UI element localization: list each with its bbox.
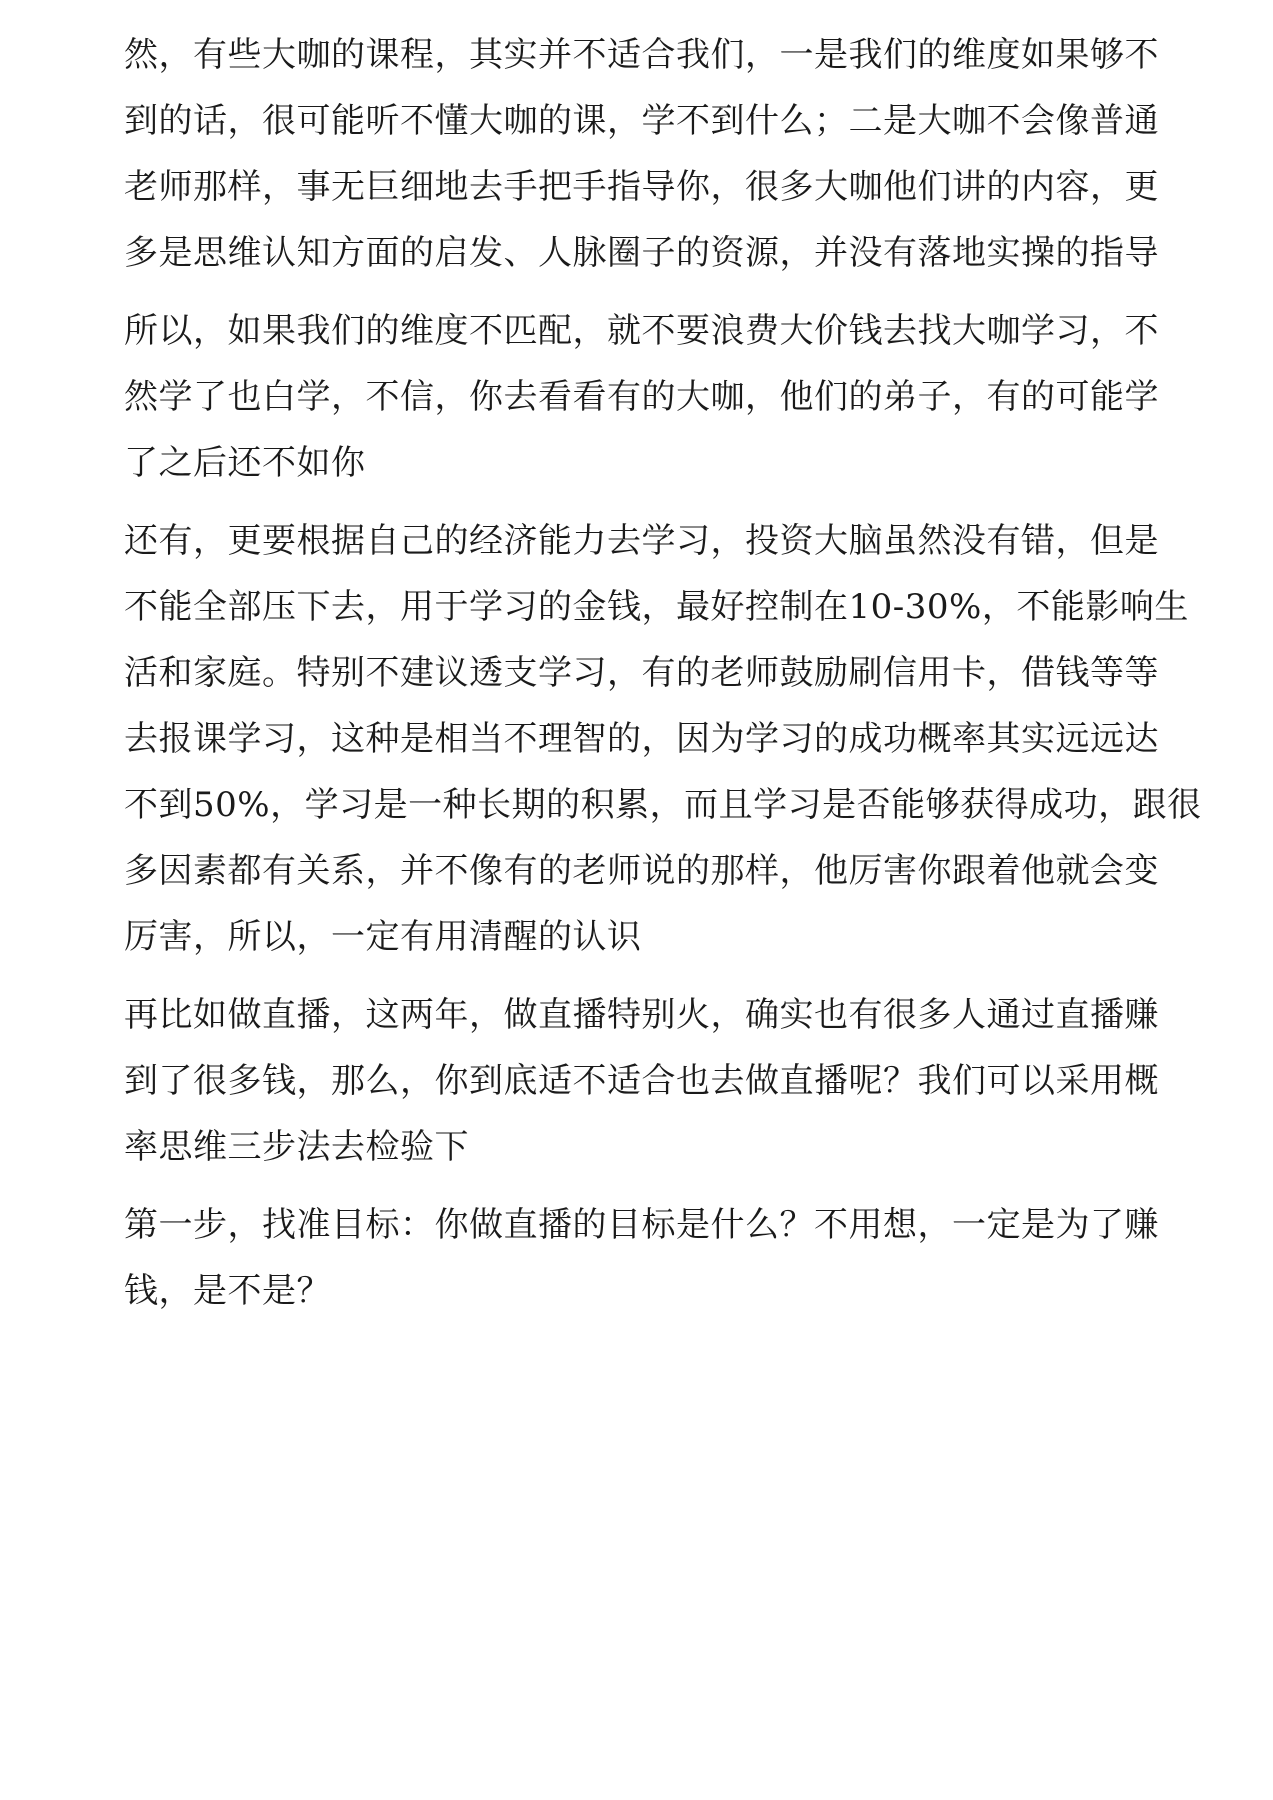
- text-line: 然学了也白学，不信，你去看看有的大咖，他们的弟子，有的可能学: [124, 377, 1159, 417]
- text-line: 活和家庭。特别不建议透支学习，有的老师鼓励刷信用卡，借钱等等: [124, 653, 1159, 693]
- text-line: 不能全部压下去，用于学习的金钱，最好控制在10-30%，不能影响生: [124, 587, 1189, 627]
- text-line: 多因素都有关系，并不像有的老师说的那样，他厉害你跟着他就会变: [124, 851, 1159, 891]
- document-body: [124, 22, 1202, 1336]
- text-line: 率思维三步法去检验下: [124, 1127, 469, 1167]
- text-line: 然，有些大咖的课程，其实并不适合我们，一是我们的维度如果够不: [124, 35, 1159, 75]
- paragraph: [124, 298, 1159, 496]
- text-line: 去报课学习，这种是相当不理智的，因为学习的成功概率其实远远达: [124, 719, 1159, 759]
- text-line: 钱，是不是？: [124, 1271, 331, 1311]
- text-line: 再比如做直播，这两年，做直播特别火，确实也有很多人通过直播赚: [124, 995, 1159, 1035]
- text-line: 还有，更要根据自己的经济能力去学习，投资大脑虽然没有错，但是: [124, 521, 1159, 561]
- text-line: 所以，如果我们的维度不匹配，就不要浪费大价钱去找大咖学习，不: [124, 311, 1159, 351]
- text-line: 厉害，所以，一定有用清醒的认识: [124, 917, 642, 957]
- text-line: 第一步，找准目标：你做直播的目标是什么？不用想，一定是为了赚: [124, 1205, 1159, 1245]
- text-line: 不到50%，学习是一种长期的积累，而且学习是否能够获得成功，跟很: [124, 785, 1202, 825]
- paragraph: [124, 508, 1202, 970]
- paragraph: [124, 22, 1159, 286]
- paragraph: [124, 982, 1159, 1180]
- text-line: 了之后还不如你: [124, 443, 366, 483]
- text-line: 老师那样，事无巨细地去手把手指导你，很多大咖他们讲的内容，更: [124, 167, 1159, 207]
- text-line: 到了很多钱，那么，你到底适不适合也去做直播呢？我们可以采用概: [124, 1061, 1159, 1101]
- text-line: 到的话，很可能听不懂大咖的课，学不到什么；二是大咖不会像普通: [124, 101, 1159, 141]
- text-line: 多是思维认知方面的启发、人脉圈子的资源，并没有落地实操的指导: [124, 233, 1159, 273]
- paragraph: [124, 1192, 1159, 1324]
